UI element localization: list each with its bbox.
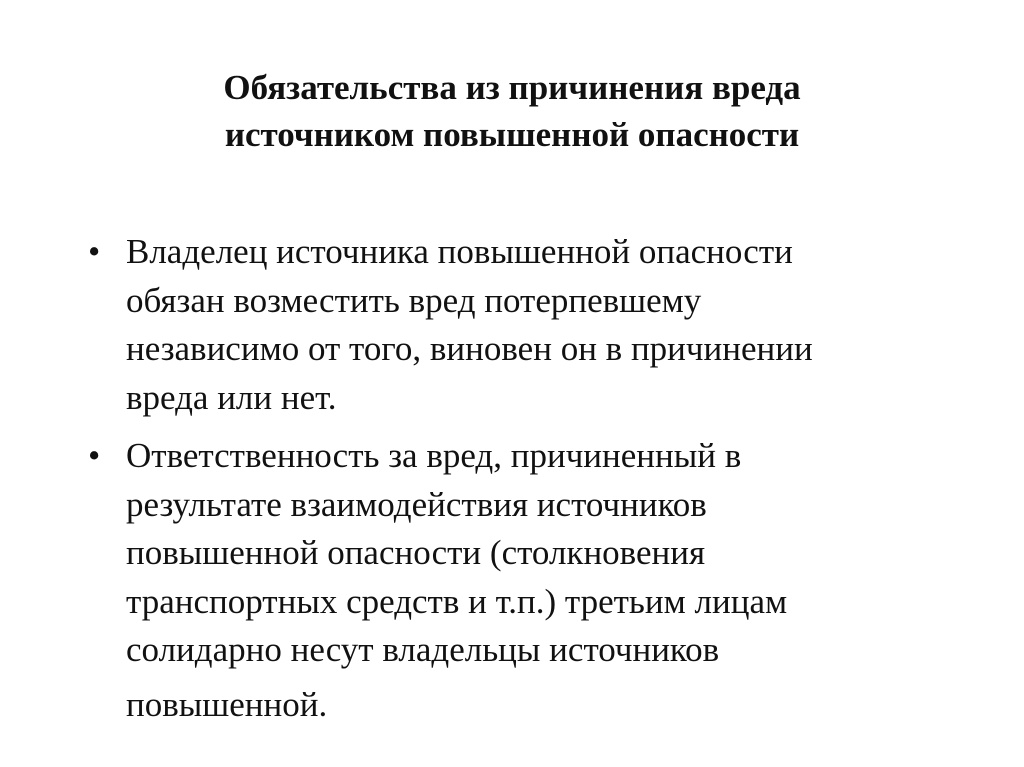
title-line: источником повышенной опасности [224, 115, 800, 154]
bullet-text-line: Ответственность за вред, причиненный в [126, 436, 742, 475]
bullet-item-owner-liability [88, 228, 968, 422]
bullet-item-joint-liability [88, 432, 968, 729]
bullet-text-line: независимо от того, виновен он в причинении [126, 329, 813, 368]
bullet-text-line: повышенной опасности (столкновения [126, 533, 706, 572]
bullet-dot-icon: • [88, 232, 101, 271]
bullet-text-line: обязан возместить вред потерпевшему [126, 280, 702, 320]
slide-title [0, 64, 1024, 158]
bullet-text-line: Владелец источника повышенной опасности [126, 232, 793, 271]
bullet-dot-icon: • [88, 436, 101, 475]
title-line: Обязательства из причинения вреда [223, 68, 801, 107]
bullet-text-line: повышенной. [126, 684, 328, 724]
bullet-text-line: результате взаимодействия источников [126, 484, 707, 524]
bullet-text-line: вреда или нет. [126, 377, 337, 417]
bullet-text-line: солидарно несут владельцы источников [126, 630, 720, 669]
bullet-list [88, 228, 968, 739]
bullet-text-line: транспортных средств и т.п.) третьим лицам [126, 581, 788, 621]
